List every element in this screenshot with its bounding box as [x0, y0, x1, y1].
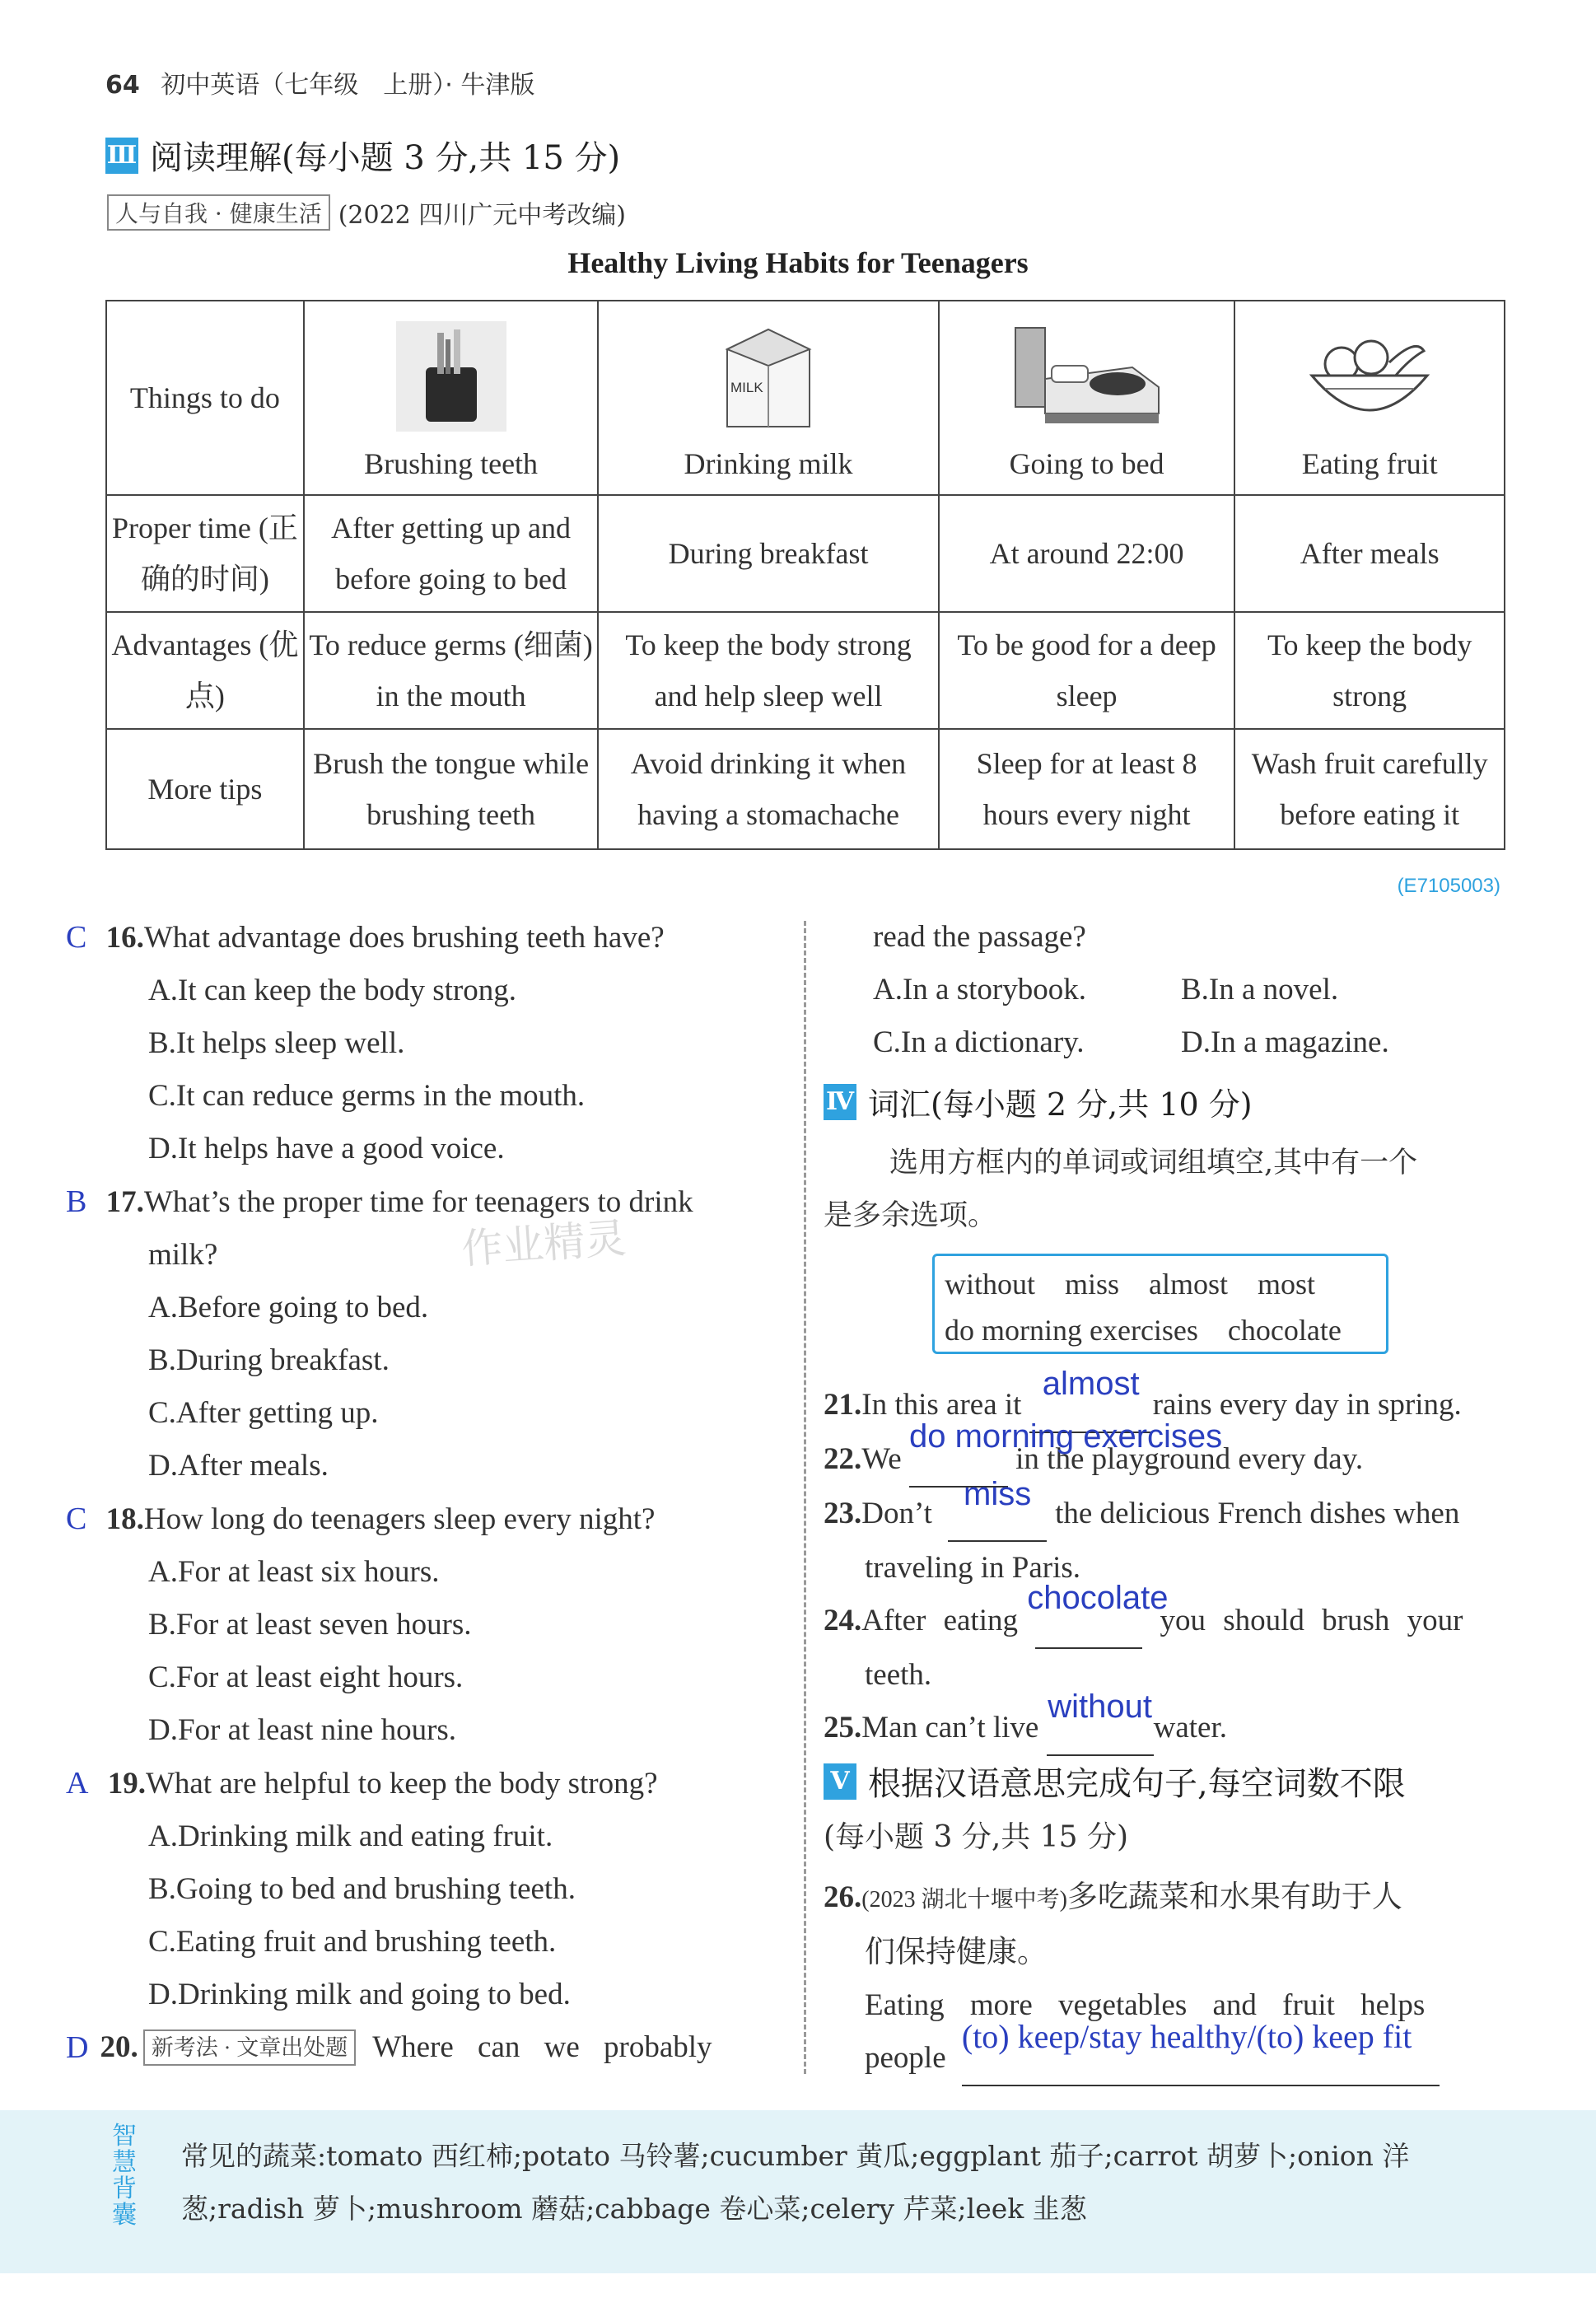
thing-label: Going to bed [1009, 447, 1164, 480]
table-cell: During breakfast [598, 495, 938, 612]
answer-mark: D [66, 2030, 89, 2065]
section-3-heading [105, 132, 620, 179]
option: B.During breakfast. [148, 1343, 390, 1377]
option: D.After meals. [148, 1449, 329, 1483]
section-4-instruction [824, 1137, 1515, 1242]
vocab-item-23: 23.Don’t miss the delicious French dishes when [824, 1488, 1515, 1542]
table-cell: Sleep for at least 8 hours every night [939, 729, 1235, 849]
milk-carton-icon [602, 315, 934, 438]
row-header: Proper time (正确的时间) [106, 495, 304, 612]
question-16 [66, 911, 791, 1175]
option: B.Going to bed and brushing teeth. [148, 1872, 576, 1906]
vocab-item-23-cont: traveling in Paris. [865, 1551, 1081, 1585]
column-divider [804, 921, 806, 2074]
table-cell: After getting up and before going to bed [304, 495, 598, 612]
section-4-title: 词汇(每小题 2 分,共 10 分) [868, 1086, 1253, 1123]
thing-label: Drinking milk [684, 447, 853, 480]
option: C.In a dictionary. [873, 1025, 1085, 1059]
question-26 [824, 1871, 1515, 2086]
question-number: 20. [100, 2030, 138, 2064]
source-note: (2022 四川广元中考改编) [338, 201, 626, 230]
page-header [105, 64, 534, 100]
instruction-line-2: 是多余选项。 [824, 1199, 997, 1232]
section-5-heading [824, 1758, 1406, 1805]
footer-tips-text [181, 2130, 1515, 2235]
question-tag: 新考法 · 文章出处题 [143, 2029, 357, 2066]
row-header: Things to do [106, 301, 304, 495]
table-cell: At around 22:00 [939, 495, 1235, 612]
table-cell: To be good for a deep sleep [939, 612, 1235, 729]
vocab-item-21: 21.In this area it almost rains every day in spring. [824, 1379, 1515, 1433]
fruit-bowl-icon [1239, 315, 1500, 438]
question-text: What advantage does brushing teeth have? [143, 921, 665, 955]
option: C.For at least eight hours. [148, 1660, 464, 1694]
option: B.In a novel. [1181, 973, 1339, 1007]
option: A.It can keep the body strong. [148, 974, 516, 1007]
word-bank-line-1: without miss almost most [945, 1268, 1316, 1301]
question-text: How long do teenagers sleep every night? [143, 1502, 656, 1536]
toothbrush-cup-icon [308, 315, 594, 438]
questions-left-column [66, 911, 791, 2074]
section-4-heading [824, 1079, 1253, 1124]
vocab-item-24: 24.After eating chocolate you should brush your [824, 1595, 1515, 1649]
question-cn-cont: 们保持健康。 [865, 1936, 1048, 1969]
question-17 [66, 1175, 791, 1492]
question-text-cont: read the passage? [873, 920, 1086, 954]
table-cell: Brush the tongue while brushing teeth [304, 729, 598, 849]
vocab-item-22: do morning exercises 22.We in the playground every day. [824, 1433, 1515, 1488]
question-number: 18. [105, 1502, 144, 1536]
question-source: (2023 湖北十堰中考) [861, 1887, 1067, 1913]
question-number: 16. [105, 921, 144, 955]
word-bank-box [932, 1254, 1388, 1354]
option: C.It can reduce germs in the mouth. [148, 1079, 586, 1113]
table-row-proper-time [106, 495, 1505, 612]
question-text: What’s the proper time for teenagers to drink [143, 1185, 693, 1219]
table-cell: Avoid drinking it when having a stomachache [598, 729, 938, 849]
table-cell: Wash fruit carefully before eating it [1234, 729, 1505, 849]
section-5-title: 根据汉语意思完成句子,每空词数不限 [868, 1765, 1406, 1803]
answer-fill: do morning exercises [909, 1418, 1223, 1455]
table-cell: To keep the body strong [1234, 612, 1505, 729]
table-cell: After meals [1234, 495, 1505, 612]
page-number: 64 [105, 71, 140, 100]
answer-fill: without [1048, 1688, 1152, 1725]
option: B.For at least seven hours. [148, 1608, 472, 1642]
option: B.It helps sleep well. [148, 1026, 405, 1060]
vocab-item-25: 25.Man can’t live without water. [824, 1702, 1515, 1756]
section-3-title: 阅读理解(每小题 3 分,共 15 分) [150, 139, 621, 177]
cell-drinking-milk [598, 301, 938, 495]
option: D.Drinking milk and going to bed. [148, 1978, 571, 2011]
question-18 [66, 1492, 791, 1757]
question-19 [66, 1757, 791, 2021]
section-4-number: Ⅳ [824, 1084, 856, 1120]
option: D.For at least nine hours. [148, 1713, 457, 1747]
bed-icon [943, 315, 1231, 438]
option: D.It helps have a good voice. [148, 1132, 505, 1165]
answer-fill: miss [964, 1476, 1032, 1512]
question-20-continued [873, 911, 1515, 1069]
option: C.Eating fruit and brushing teeth. [148, 1925, 557, 1959]
answer-fill: almost [1042, 1366, 1140, 1402]
answer-mark: A [66, 1766, 89, 1801]
option: A.Before going to bed. [148, 1291, 429, 1324]
option: C.After getting up. [148, 1396, 379, 1430]
question-cn: 多吃蔬菜和水果有助于人 [1066, 1880, 1402, 1914]
question-number: 26. [824, 1880, 862, 1914]
question-en-people: people [865, 2041, 946, 2075]
footer-line-1: 常见的蔬菜:tomato 西红柿;potato 马铃薯;cucumber 黄瓜;eggplant 茄子;carrot 胡萝卜;onion 洋 [181, 2140, 1410, 2172]
table-row-things [106, 301, 1505, 495]
thing-label: Eating fruit [1301, 447, 1438, 480]
cell-going-to-bed [939, 301, 1235, 495]
thing-label: Brushing teeth [364, 447, 539, 480]
row-header: More tips [106, 729, 304, 849]
vocab-questions [824, 1366, 1515, 1756]
answer-mark: C [66, 1502, 87, 1536]
footer-label: 智慧背囊 [112, 2122, 137, 2230]
question-20 [66, 2021, 791, 2074]
question-code: (E7105003) [1397, 875, 1500, 897]
instruction-line-1: 选用方框内的单词或词组填空,其中有一个 [889, 1147, 1418, 1179]
answer-fill: chocolate [1027, 1580, 1169, 1616]
section-3-meta [107, 194, 626, 231]
question-number: 17. [105, 1185, 144, 1219]
table-title: Healthy Living Habits for Teenagers [567, 246, 1029, 279]
cell-eating-fruit [1234, 301, 1505, 495]
topic-tag: 人与自我 · 健康生活 [107, 194, 330, 231]
question-text: Where can we probably [372, 2030, 712, 2064]
answer-fill: (to) keep/stay healthy/(to) keep fit [961, 2018, 1412, 2055]
table-cell: To keep the body strong and help sleep well [598, 612, 938, 729]
answer-mark: C [66, 920, 87, 955]
word-bank-line-2: do morning exercises chocolate [945, 1314, 1342, 1347]
option: A.Drinking milk and eating fruit. [148, 1819, 553, 1853]
table-cell: To reduce germs (细菌) in the mouth [304, 612, 598, 729]
question-text: What are helpful to keep the body strong? [145, 1767, 658, 1801]
answer-mark: B [66, 1184, 87, 1219]
cell-brushing-teeth [304, 301, 598, 495]
watermark: 作业精灵 [460, 1214, 628, 1273]
section-3-number: Ⅲ [105, 138, 138, 174]
question-number: 19. [107, 1767, 146, 1801]
question-en: Eating more vegetables and fruit helps [865, 1988, 1426, 2022]
habits-table [105, 300, 1505, 850]
table-row-advantages [106, 612, 1505, 729]
svg-text:MILK: MILK [730, 380, 763, 395]
option: D.In a magazine. [1181, 1025, 1389, 1059]
footer-line-2: 葱;radish 萝卜;mushroom 蘑菇;cabbage 卷心菜;celery 芹菜;leek 韭葱 [181, 2193, 1087, 2225]
vocab-item-24-cont: teeth. [865, 1658, 932, 1692]
section-5-number: Ⅴ [824, 1763, 856, 1800]
option: A.For at least six hours. [148, 1555, 440, 1589]
question-text-cont: milk? [148, 1238, 218, 1272]
row-header: Advantages (优点) [106, 612, 304, 729]
book-title: 初中英语（七年级 上册）· 牛津版 [161, 71, 535, 100]
section-5-subtitle: (每小题 3 分,共 15 分) [824, 1820, 1129, 1854]
option: A.In a storybook. [873, 973, 1086, 1007]
table-row-tips [106, 729, 1505, 849]
